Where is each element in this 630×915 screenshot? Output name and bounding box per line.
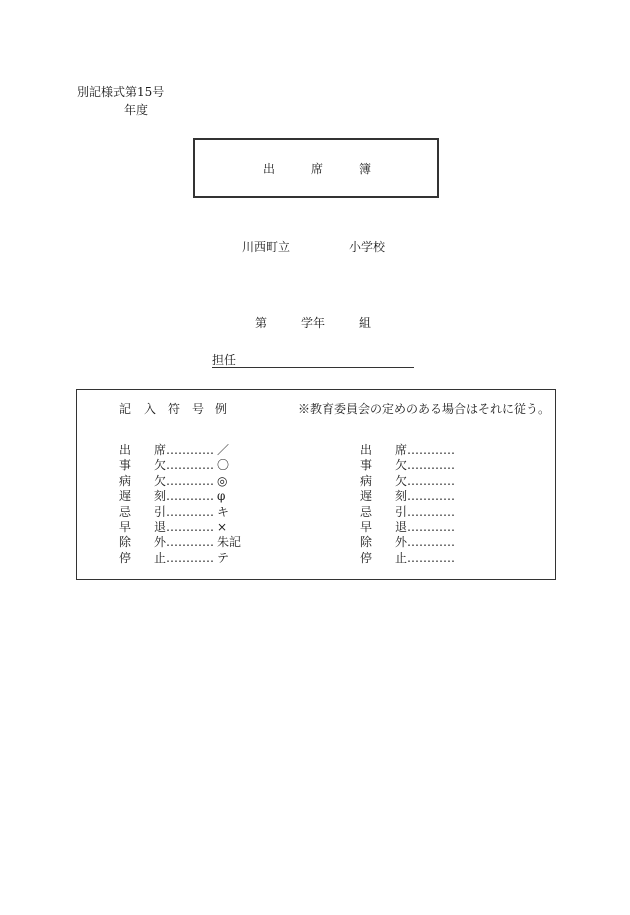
legend-right-char2: 席 [395, 443, 408, 457]
grade-dai: 第 [255, 316, 268, 330]
legend-left-char1: 早 [119, 520, 132, 534]
legend-right-char2: 引 [395, 505, 408, 519]
legend-left-dots: ………… [166, 474, 214, 488]
legend-left-char1: 出 [119, 443, 132, 457]
legend-right-dots: ………… [407, 443, 455, 457]
legend-left-char2: 席 [154, 443, 167, 457]
legend-left-mark: 朱記 [217, 535, 242, 549]
legend-right-char1: 早 [360, 520, 373, 534]
legend-heading-char: 入 [144, 402, 157, 416]
legend-right-dots: ………… [407, 458, 455, 472]
legend-right-char1: 遅 [360, 489, 373, 503]
legend-right-dots: ………… [407, 535, 455, 549]
legend-heading-char: 符 [168, 402, 181, 416]
legend-left-char1: 忌 [119, 505, 132, 519]
legend-note: ※教育委員会の定めのある場合はそれに従う。 [298, 402, 551, 416]
legend-left-dots: ………… [166, 551, 214, 565]
legend-right-char2: 刻 [395, 489, 408, 503]
legend-left-char2: 退 [154, 520, 167, 534]
legend-left-char1: 遅 [119, 489, 132, 503]
legend-left-char1: 事 [119, 458, 132, 472]
legend-right-dots: ………… [407, 505, 455, 519]
legend-left-char1: 除 [119, 535, 132, 549]
legend-right-char1: 出 [360, 443, 373, 457]
legend-right-char2: 止 [395, 551, 408, 565]
legend-right-char1: 事 [360, 458, 373, 472]
legend-left-mark: 〇 [217, 458, 230, 472]
legend-left-mark: ◎ [217, 474, 228, 488]
form-number: 別記様式第15号 [77, 85, 165, 99]
legend-left-char2: 欠 [154, 458, 167, 472]
school-suffix: 小学校 [349, 240, 386, 254]
legend-right-char2: 欠 [395, 458, 408, 472]
legend-left-dots: ………… [166, 505, 214, 519]
legend-heading-char: 例 [215, 402, 228, 416]
legend-box [76, 389, 556, 580]
legend-left-mark: キ [217, 505, 230, 519]
legend-right-char1: 除 [360, 535, 373, 549]
legend-left-mark: φ [217, 489, 226, 503]
legend-right-char2: 欠 [395, 474, 408, 488]
legend-left-char2: 刻 [154, 489, 167, 503]
legend-heading-char: 号 [192, 402, 205, 416]
teacher-underline [212, 367, 414, 368]
legend-right-char1: 病 [360, 474, 373, 488]
legend-right-dots: ………… [407, 551, 455, 565]
legend-left-mark: × [217, 520, 228, 534]
legend-left-dots: ………… [166, 458, 214, 472]
title-char: 出 [263, 162, 276, 176]
legend-heading-char: 記 [119, 402, 132, 416]
school-prefix: 川西町立 [242, 240, 291, 254]
legend-right-char2: 退 [395, 520, 408, 534]
legend-left-char2: 止 [154, 551, 167, 565]
legend-left-mark: テ [217, 551, 230, 565]
legend-right-dots: ………… [407, 474, 455, 488]
fiscal-year-label: 年度 [124, 103, 149, 117]
legend-left-dots: ………… [166, 443, 214, 457]
legend-left-char1: 停 [119, 551, 132, 565]
legend-left-char1: 病 [119, 474, 132, 488]
teacher-label: 担任 [212, 353, 237, 367]
legend-right-char2: 外 [395, 535, 408, 549]
legend-left-dots: ………… [166, 535, 214, 549]
legend-left-char2: 欠 [154, 474, 167, 488]
legend-right-char1: 忌 [360, 505, 373, 519]
legend-left-char2: 引 [154, 505, 167, 519]
legend-right-dots: ………… [407, 520, 455, 534]
title-char: 席 [311, 162, 324, 176]
legend-left-mark: ／ [217, 443, 230, 457]
legend-right-dots: ………… [407, 489, 455, 503]
legend-left-char2: 外 [154, 535, 167, 549]
legend-left-dots: ………… [166, 520, 214, 534]
grade-kumi: 組 [359, 316, 372, 330]
title-char: 簿 [359, 162, 372, 176]
legend-left-dots: ………… [166, 489, 214, 503]
grade-gakunen: 学年 [301, 316, 326, 330]
legend-right-char1: 停 [360, 551, 373, 565]
